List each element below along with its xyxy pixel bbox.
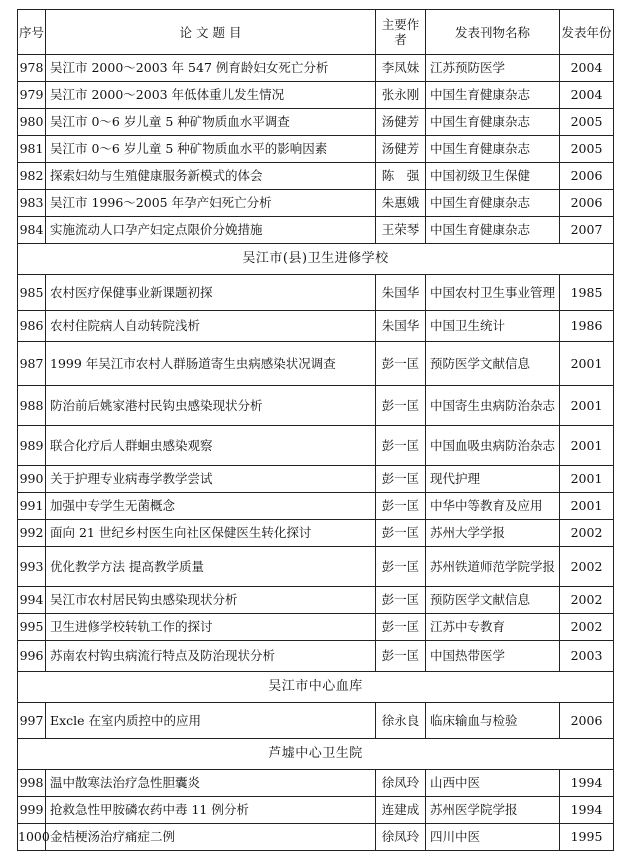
- row-author: 汤健芳: [376, 109, 426, 136]
- row-title: 金桔梗汤治疗痛症二例: [46, 824, 376, 851]
- row-journal: 预防医学文献信息: [426, 587, 560, 614]
- row-no: 992: [18, 520, 46, 547]
- row-title: 吴江市 2000～2003 年低体重儿发生情况: [46, 82, 376, 109]
- row-author: 彭一匡: [376, 614, 426, 641]
- row-journal: 中国初级卫生保健: [426, 163, 560, 190]
- section-heading: [18, 739, 614, 770]
- row-title: 吴江市 1996～2005 年孕产妇死亡分析: [46, 190, 376, 217]
- row-no: 981: [18, 136, 46, 163]
- row-no: 1000: [18, 824, 46, 851]
- table-row: [18, 55, 614, 82]
- row-author: 彭一匡: [376, 547, 426, 587]
- row-journal: 预防医学文献信息: [426, 342, 560, 386]
- row-journal: 中国生育健康杂志: [426, 190, 560, 217]
- header-author: 主要作者: [376, 10, 426, 55]
- row-year: 2006: [560, 163, 614, 190]
- row-no: 996: [18, 641, 46, 672]
- row-no: 998: [18, 770, 46, 797]
- section-heading: [18, 672, 614, 703]
- row-author: 朱国华: [376, 275, 426, 311]
- row-year: 2001: [560, 493, 614, 520]
- row-no: 990: [18, 466, 46, 493]
- row-year: 2002: [560, 587, 614, 614]
- header-no: 序号: [18, 10, 46, 55]
- row-journal: 江苏预防医学: [426, 55, 560, 82]
- row-year: 2006: [560, 703, 614, 739]
- row-author: 彭一匡: [376, 342, 426, 386]
- row-title: 优化教学方法 提高教学质量: [46, 547, 376, 587]
- table-row: [18, 641, 614, 672]
- row-title: 吴江市 0～6 岁儿童 5 种矿物质血水平调查: [46, 109, 376, 136]
- row-no: 991: [18, 493, 46, 520]
- row-author: 彭一匡: [376, 520, 426, 547]
- table-row: [18, 275, 614, 311]
- row-author: 陈 强: [376, 163, 426, 190]
- row-author: 李凤妹: [376, 55, 426, 82]
- row-journal: 中国生育健康杂志: [426, 82, 560, 109]
- row-year: 2001: [560, 426, 614, 466]
- row-author: 彭一匡: [376, 386, 426, 426]
- row-title: 联合化疗后人群蛔虫感染观察: [46, 426, 376, 466]
- table-row: [18, 426, 614, 466]
- row-no: 979: [18, 82, 46, 109]
- row-journal: 山西中医: [426, 770, 560, 797]
- row-journal: 现代护理: [426, 466, 560, 493]
- row-year: 2001: [560, 466, 614, 493]
- table-row: [18, 493, 614, 520]
- row-no: 993: [18, 547, 46, 587]
- row-author: 朱惠娥: [376, 190, 426, 217]
- row-title: 1999 年吴江市农村人群肠道寄生虫病感染状况调查: [46, 342, 376, 386]
- header-year: 发表年份: [560, 10, 614, 55]
- row-journal: 苏州大学学报: [426, 520, 560, 547]
- table-row: [18, 109, 614, 136]
- row-author: 彭一匡: [376, 426, 426, 466]
- row-no: 982: [18, 163, 46, 190]
- row-journal: 中国生育健康杂志: [426, 136, 560, 163]
- table-header-row: [18, 10, 614, 55]
- row-author: 王荣琴: [376, 217, 426, 244]
- table-row: [18, 547, 614, 587]
- row-author: 徐凤玲: [376, 824, 426, 851]
- row-title: 抢救急性甲胺磷农药中毒 11 例分析: [46, 797, 376, 824]
- row-title: 加强中专学生无菌概念: [46, 493, 376, 520]
- row-year: 2002: [560, 520, 614, 547]
- row-year: 1994: [560, 770, 614, 797]
- row-year: 2002: [560, 547, 614, 587]
- row-year: 1986: [560, 311, 614, 342]
- row-journal: 中国农村卫生事业管理: [426, 275, 560, 311]
- row-journal: 中国生育健康杂志: [426, 217, 560, 244]
- table-row: [18, 163, 614, 190]
- row-no: 983: [18, 190, 46, 217]
- section-heading-text: 芦墟中心卫生院: [18, 739, 614, 770]
- row-title: 探索妇幼与生殖健康服务新模式的体会: [46, 163, 376, 190]
- header-journal: 发表刊物名称: [426, 10, 560, 55]
- row-year: 2005: [560, 109, 614, 136]
- row-author: 连建成: [376, 797, 426, 824]
- table-row: [18, 520, 614, 547]
- row-author: 彭一匡: [376, 587, 426, 614]
- row-author: 张永刚: [376, 82, 426, 109]
- row-author: 徐永良: [376, 703, 426, 739]
- table-row: [18, 587, 614, 614]
- table-row: [18, 217, 614, 244]
- row-title: 苏南农村钩虫病流行特点及防治现状分析: [46, 641, 376, 672]
- row-journal: 临床输血与检验: [426, 703, 560, 739]
- row-author: 徐凤玲: [376, 770, 426, 797]
- row-no: 980: [18, 109, 46, 136]
- table-row: [18, 386, 614, 426]
- row-no: 989: [18, 426, 46, 466]
- table-row: [18, 190, 614, 217]
- row-title: Excle 在室内质控中的应用: [46, 703, 376, 739]
- row-no: 995: [18, 614, 46, 641]
- row-no: 984: [18, 217, 46, 244]
- row-year: 2002: [560, 614, 614, 641]
- row-author: 彭一匡: [376, 466, 426, 493]
- row-year: 2007: [560, 217, 614, 244]
- row-journal: 苏州铁道师范学院学报: [426, 547, 560, 587]
- row-author: 彭一匡: [376, 493, 426, 520]
- section-heading: [18, 244, 614, 275]
- row-journal: 中华中等教育及应用: [426, 493, 560, 520]
- row-journal: 中国卫生统计: [426, 311, 560, 342]
- row-journal: 中国生育健康杂志: [426, 109, 560, 136]
- row-journal: 苏州医学院学报: [426, 797, 560, 824]
- row-title: 吴江市 0～6 岁儿童 5 种矿物质血水平的影响因素: [46, 136, 376, 163]
- row-no: 997: [18, 703, 46, 739]
- table-row: [18, 311, 614, 342]
- row-title: 温中散寒法治疗急性胆囊炎: [46, 770, 376, 797]
- table-row: [18, 770, 614, 797]
- row-no: 994: [18, 587, 46, 614]
- row-title: 农村住院病人自动转院浅析: [46, 311, 376, 342]
- table-row: [18, 82, 614, 109]
- row-year: 1995: [560, 824, 614, 851]
- row-journal: 四川中医: [426, 824, 560, 851]
- row-year: 2004: [560, 55, 614, 82]
- row-author: 汤健芳: [376, 136, 426, 163]
- row-author: 彭一匡: [376, 641, 426, 672]
- table-row: [18, 466, 614, 493]
- row-year: 1985: [560, 275, 614, 311]
- row-year: 1994: [560, 797, 614, 824]
- row-year: 2004: [560, 82, 614, 109]
- header-title: 论 文 题 目: [46, 10, 376, 55]
- row-year: 2003: [560, 641, 614, 672]
- row-journal: 中国血吸虫病防治杂志: [426, 426, 560, 466]
- table-row: [18, 824, 614, 851]
- row-no: 985: [18, 275, 46, 311]
- row-no: 986: [18, 311, 46, 342]
- row-no: 978: [18, 55, 46, 82]
- row-title: 防治前后姚家港村民钩虫感染现状分析: [46, 386, 376, 426]
- row-title: 实施流动人口孕产妇定点限价分娩措施: [46, 217, 376, 244]
- table-row: [18, 136, 614, 163]
- row-no: 987: [18, 342, 46, 386]
- section-heading-text: 吴江市中心血库: [18, 672, 614, 703]
- section-heading-text: 吴江市(县)卫生进修学校: [18, 244, 614, 275]
- row-year: 2001: [560, 342, 614, 386]
- row-journal: 中国寄生虫病防治杂志: [426, 386, 560, 426]
- row-journal: 中国热带医学: [426, 641, 560, 672]
- table-row: [18, 797, 614, 824]
- table-row: [18, 342, 614, 386]
- table-row: [18, 614, 614, 641]
- row-title: 吴江市 2000～2003 年 547 例育龄妇女死亡分析: [46, 55, 376, 82]
- row-no: 988: [18, 386, 46, 426]
- row-title: 关于护理专业病毒学教学尝试: [46, 466, 376, 493]
- row-year: 2005: [560, 136, 614, 163]
- row-title: 卫生进修学校转轨工作的探讨: [46, 614, 376, 641]
- row-journal: 江苏中专教育: [426, 614, 560, 641]
- document-page: [17, 9, 613, 851]
- paper-table: [17, 9, 614, 851]
- row-author: 朱国华: [376, 311, 426, 342]
- row-title: 面向 21 世纪乡村医生向社区保健医生转化探讨: [46, 520, 376, 547]
- row-title: 吴江市农村居民钩虫感染现状分析: [46, 587, 376, 614]
- table-row: [18, 703, 614, 739]
- row-no: 999: [18, 797, 46, 824]
- row-year: 2001: [560, 386, 614, 426]
- row-title: 农村医疗保健事业新课题初探: [46, 275, 376, 311]
- row-year: 2006: [560, 190, 614, 217]
